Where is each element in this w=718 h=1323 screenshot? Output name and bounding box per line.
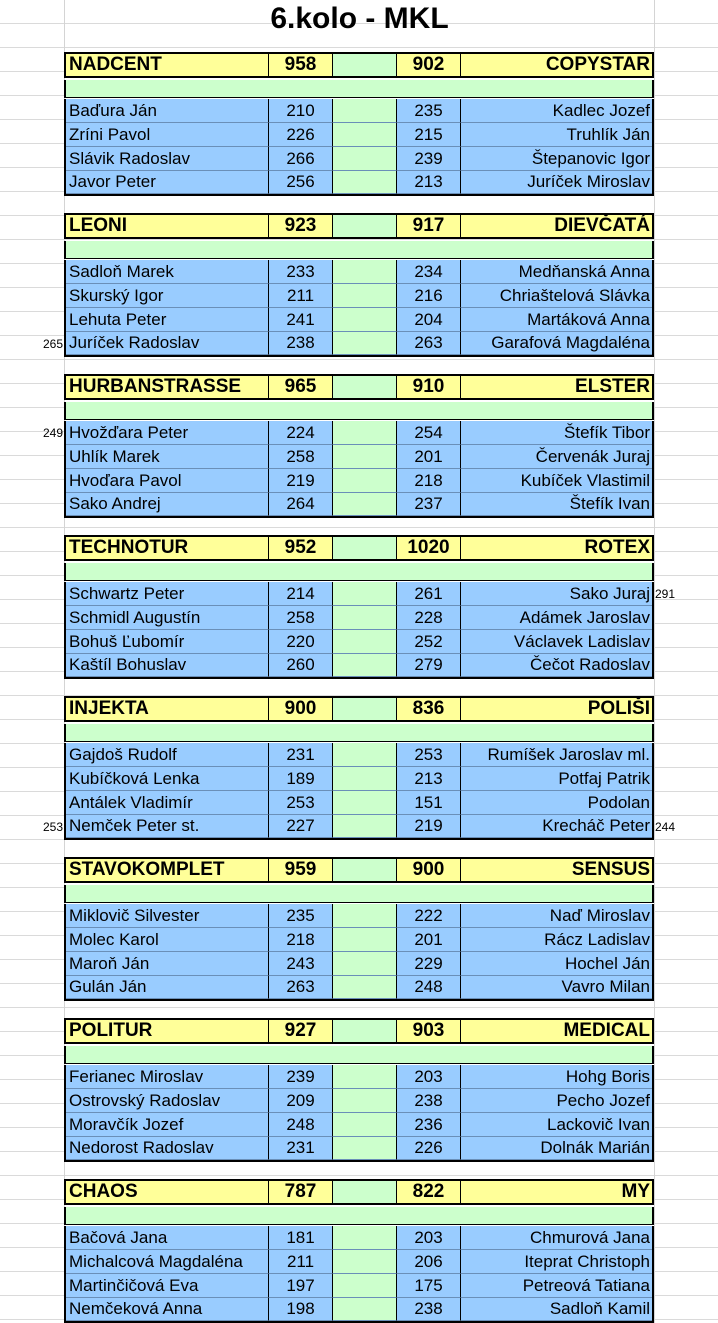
home-player-score: 258: [269, 445, 333, 469]
away-player-score: 234: [397, 260, 461, 284]
home-player-name: Gajdoš Rudolf: [66, 743, 269, 767]
separator-cell: [333, 54, 397, 76]
player-row: [64, 904, 654, 928]
separator-cell: [333, 171, 397, 194]
home-player-score: 211: [269, 284, 333, 308]
away-player-score: 237: [397, 493, 461, 516]
away-player-score: 213: [397, 767, 461, 791]
home-player-score: 227: [269, 815, 333, 838]
separator-cell: [333, 445, 397, 469]
away-player-name: Truhlík Ján: [461, 123, 652, 147]
separator-cell: [333, 537, 397, 559]
spacer-row: [64, 241, 654, 259]
player-row: [64, 1089, 654, 1113]
player-row: [64, 1113, 654, 1137]
home-player-name: Ferianec Miroslav: [66, 1065, 269, 1089]
away-team-name: MEDICAL: [563, 1020, 650, 1041]
player-row: [64, 928, 654, 952]
away-player-score: 235: [397, 99, 461, 123]
away-player-score: 228: [397, 606, 461, 630]
side-note: 291: [655, 587, 676, 601]
away-player-name: Kadlec Jozef: [461, 99, 652, 123]
away-player-name: Rumíšek Jaroslav ml.: [461, 743, 652, 767]
separator-cell: [333, 493, 397, 516]
player-row: [64, 123, 654, 147]
separator-cell: [333, 1020, 397, 1042]
home-player-score: 233: [269, 260, 333, 284]
home-player-score: 219: [269, 469, 333, 493]
match-header-row: [64, 1018, 654, 1044]
away-player-score: 216: [397, 284, 461, 308]
separator-cell: [333, 1226, 397, 1250]
away-player-name: Sako Juraj: [461, 582, 652, 606]
separator-cell: [333, 767, 397, 791]
away-team-name: COPYSTAR: [545, 54, 650, 75]
player-row: [64, 654, 654, 679]
away-player-name: Potfaj Patrik: [461, 767, 652, 791]
match-header-row: [64, 52, 654, 78]
separator-cell: [333, 147, 397, 171]
away-player-name: Chriaštelová Slávka: [461, 284, 652, 308]
away-player-name: Sadloň Kamil: [461, 1298, 652, 1321]
away-player-score: 151: [397, 791, 461, 815]
player-row: [64, 815, 654, 840]
away-player-score: 201: [397, 445, 461, 469]
away-team-name: POLIŠI: [587, 698, 650, 719]
away-player-score: 263: [397, 332, 461, 355]
home-player-name: Kaštíl Bohuslav: [66, 654, 269, 677]
separator-cell: [333, 260, 397, 284]
home-team-name: NADCENT: [66, 54, 269, 76]
spacer-row: [64, 80, 654, 98]
away-player-score: 254: [397, 421, 461, 445]
away-player-score: 201: [397, 928, 461, 952]
away-player-score: 238: [397, 1298, 461, 1321]
separator-cell: [333, 99, 397, 123]
home-player-name: Moravčík Jozef: [66, 1113, 269, 1137]
home-team-name: STAVOKOMPLET: [66, 859, 269, 881]
match-header-row: [64, 374, 654, 400]
player-row: [64, 260, 654, 284]
player-row: [64, 421, 654, 445]
away-player-name: Štepanovic Igor: [461, 147, 652, 171]
home-team-score: 900: [269, 698, 333, 720]
home-player-score: 210: [269, 99, 333, 123]
home-player-name: Martinčičová Eva: [66, 1274, 269, 1298]
home-player-name: Skurský Igor: [66, 284, 269, 308]
separator-cell: [333, 1181, 397, 1203]
home-team-name: INJEKTA: [66, 698, 269, 720]
player-row: [64, 1274, 654, 1298]
home-player-score: 235: [269, 904, 333, 928]
home-player-score: 218: [269, 928, 333, 952]
player-row: [64, 284, 654, 308]
away-team-score: 910: [397, 376, 461, 398]
home-player-score: 238: [269, 332, 333, 355]
separator-cell: [333, 1113, 397, 1137]
away-team-name: MY: [621, 1181, 650, 1202]
home-player-score: 263: [269, 976, 333, 999]
away-team-score: 836: [397, 698, 461, 720]
player-row: [64, 952, 654, 976]
player-row: [64, 1298, 654, 1323]
spacer-row: [64, 402, 654, 420]
player-row: [64, 582, 654, 606]
home-team-name: TECHNOTUR: [66, 537, 269, 559]
away-player-name: Podolan: [461, 791, 652, 815]
home-player-name: Hvoďara Pavol: [66, 469, 269, 493]
player-row: [64, 1065, 654, 1089]
away-player-name: Petreová Tatiana: [461, 1274, 652, 1298]
home-team-score: 952: [269, 537, 333, 559]
home-player-score: 239: [269, 1065, 333, 1089]
away-player-score: 238: [397, 1089, 461, 1113]
separator-cell: [333, 606, 397, 630]
away-player-name: Pecho Jozef: [461, 1089, 652, 1113]
away-player-score: 203: [397, 1226, 461, 1250]
separator-cell: [333, 284, 397, 308]
away-player-name: Juríček Miroslav: [461, 171, 652, 194]
home-player-name: Molec Karol: [66, 928, 269, 952]
match-header-row: [64, 213, 654, 239]
spacer-row: [64, 563, 654, 581]
separator-cell: [333, 1137, 397, 1160]
away-team-score: 822: [397, 1181, 461, 1203]
side-note: 244: [655, 820, 676, 834]
separator-cell: [333, 654, 397, 677]
home-player-score: 209: [269, 1089, 333, 1113]
home-player-score: 211: [269, 1250, 333, 1274]
separator-cell: [333, 376, 397, 398]
away-player-name: Kubíček Vlastimil: [461, 469, 652, 493]
home-player-score: 243: [269, 952, 333, 976]
separator-cell: [333, 952, 397, 976]
separator-cell: [333, 308, 397, 332]
away-player-name: Krecháč Peter: [461, 815, 652, 838]
away-team-score: 902: [397, 54, 461, 76]
separator-cell: [333, 791, 397, 815]
home-player-name: Schmidl Augustín: [66, 606, 269, 630]
home-team-score: 959: [269, 859, 333, 881]
home-player-score: 220: [269, 630, 333, 654]
player-row: [64, 99, 654, 123]
player-row: [64, 606, 654, 630]
home-player-score: 224: [269, 421, 333, 445]
away-player-name: Lackovič Ivan: [461, 1113, 652, 1137]
away-player-score: 204: [397, 308, 461, 332]
separator-cell: [333, 976, 397, 999]
away-player-name: Václavek Ladislav: [461, 630, 652, 654]
away-team-name: ROTEX: [584, 537, 650, 558]
spacer-row: [64, 885, 654, 903]
separator-cell: [333, 1274, 397, 1298]
home-player-score: 231: [269, 743, 333, 767]
home-team-name: POLITUR: [66, 1020, 269, 1042]
away-player-name: Naď Miroslav: [461, 904, 652, 928]
separator-cell: [333, 123, 397, 147]
separator-cell: [333, 1065, 397, 1089]
home-player-score: 198: [269, 1298, 333, 1321]
home-player-score: 256: [269, 171, 333, 194]
away-player-score: 279: [397, 654, 461, 677]
home-player-name: Sadloň Marek: [66, 260, 269, 284]
player-row: [64, 445, 654, 469]
away-player-name: Rácz Ladislav: [461, 928, 652, 952]
away-player-name: Medňanská Anna: [461, 260, 652, 284]
away-player-name: Hohg Boris: [461, 1065, 652, 1089]
away-player-name: Vavro Milan: [461, 976, 652, 999]
player-row: [64, 493, 654, 518]
home-player-score: 260: [269, 654, 333, 677]
player-row: [64, 469, 654, 493]
away-team-name: ELSTER: [575, 376, 650, 397]
home-team-score: 927: [269, 1020, 333, 1042]
home-player-name: Juríček Radoslav: [66, 332, 269, 355]
home-player-score: 264: [269, 493, 333, 516]
home-player-name: Kubíčková Lenka: [66, 767, 269, 791]
match-header-row: [64, 535, 654, 561]
away-player-name: Garafová Magdaléna: [461, 332, 652, 355]
away-team-score: 917: [397, 215, 461, 237]
home-team-name: CHAOS: [66, 1181, 269, 1203]
away-player-name: Chmurová Jana: [461, 1226, 652, 1250]
home-player-name: Javor Peter: [66, 171, 269, 194]
away-player-score: 215: [397, 123, 461, 147]
home-player-name: Bohuš Ľubomír: [66, 630, 269, 654]
home-player-name: Nemček Peter st.: [66, 815, 269, 838]
page-title: 6.kolo - MKL: [270, 2, 449, 35]
away-player-score: 252: [397, 630, 461, 654]
away-player-name: Čečot Radoslav: [461, 654, 652, 677]
side-note: 253: [42, 820, 63, 834]
separator-cell: [333, 421, 397, 445]
spacer-row: [64, 1046, 654, 1064]
away-player-name: Dolnák Marián: [461, 1137, 652, 1160]
home-team-name: LEONI: [66, 215, 269, 237]
home-player-name: Miklovič Silvester: [66, 904, 269, 928]
separator-cell: [333, 859, 397, 881]
home-player-score: 231: [269, 1137, 333, 1160]
separator-cell: [333, 698, 397, 720]
separator-cell: [333, 332, 397, 355]
away-player-name: Iteprat Christoph: [461, 1250, 652, 1274]
away-player-score: 213: [397, 171, 461, 194]
away-player-name: Hochel Ján: [461, 952, 652, 976]
away-player-score: 226: [397, 1137, 461, 1160]
side-note: 265: [42, 337, 63, 351]
away-player-score: 248: [397, 976, 461, 999]
away-team-score: 903: [397, 1020, 461, 1042]
separator-cell: [333, 630, 397, 654]
separator-cell: [333, 1250, 397, 1274]
home-player-name: Zríni Pavol: [66, 123, 269, 147]
home-team-score: 958: [269, 54, 333, 76]
home-player-name: Maroň Ján: [66, 952, 269, 976]
separator-cell: [333, 1089, 397, 1113]
away-player-score: 203: [397, 1065, 461, 1089]
home-player-name: Nedorost Radoslav: [66, 1137, 269, 1160]
separator-cell: [333, 743, 397, 767]
home-player-name: Baďura Ján: [66, 99, 269, 123]
side-note: 249: [42, 426, 63, 440]
player-row: [64, 767, 654, 791]
home-player-name: Ostrovský Radoslav: [66, 1089, 269, 1113]
player-row: [64, 332, 654, 357]
home-player-name: Antálek Vladimír: [66, 791, 269, 815]
player-row: [64, 743, 654, 767]
separator-cell: [333, 815, 397, 838]
away-player-score: 218: [397, 469, 461, 493]
away-player-score: 229: [397, 952, 461, 976]
home-player-name: Uhlík Marek: [66, 445, 269, 469]
away-player-score: 261: [397, 582, 461, 606]
separator-cell: [333, 1298, 397, 1321]
home-player-score: 197: [269, 1274, 333, 1298]
away-player-score: 236: [397, 1113, 461, 1137]
away-player-name: Adámek Jaroslav: [461, 606, 652, 630]
match-header-row: [64, 857, 654, 883]
separator-cell: [333, 904, 397, 928]
separator-cell: [333, 928, 397, 952]
home-team-score: 965: [269, 376, 333, 398]
home-player-score: 226: [269, 123, 333, 147]
away-player-score: 219: [397, 815, 461, 838]
away-team-name: SENSUS: [571, 859, 650, 880]
player-row: [64, 976, 654, 1001]
home-player-name: Hvožďara Peter: [66, 421, 269, 445]
away-team-score: 1020: [397, 537, 461, 559]
home-player-name: Nemčeková Anna: [66, 1298, 269, 1321]
home-player-name: Lehuta Peter: [66, 308, 269, 332]
away-team-score: 900: [397, 859, 461, 881]
player-row: [64, 1226, 654, 1250]
home-player-name: Gulán Ján: [66, 976, 269, 999]
match-header-row: [64, 696, 654, 722]
player-row: [64, 1250, 654, 1274]
away-team-name: DIEVČATÁ: [554, 215, 650, 236]
separator-cell: [333, 469, 397, 493]
home-player-score: 181: [269, 1226, 333, 1250]
home-player-score: 189: [269, 767, 333, 791]
home-player-name: Sako Andrej: [66, 493, 269, 516]
spacer-row: [64, 1207, 654, 1225]
away-player-score: 253: [397, 743, 461, 767]
away-player-score: 239: [397, 147, 461, 171]
spacer-row: [64, 724, 654, 742]
home-player-name: Slávik Radoslav: [66, 147, 269, 171]
separator-cell: [333, 215, 397, 237]
match-header-row: [64, 1179, 654, 1205]
home-player-score: 253: [269, 791, 333, 815]
player-row: [64, 791, 654, 815]
home-player-score: 248: [269, 1113, 333, 1137]
player-row: [64, 308, 654, 332]
home-player-score: 258: [269, 606, 333, 630]
home-team-score: 787: [269, 1181, 333, 1203]
home-player-name: Michalcová Magdaléna: [66, 1250, 269, 1274]
away-player-name: Martáková Anna: [461, 308, 652, 332]
away-player-score: 206: [397, 1250, 461, 1274]
away-player-score: 222: [397, 904, 461, 928]
home-player-score: 214: [269, 582, 333, 606]
home-player-name: Bačová Jana: [66, 1226, 269, 1250]
separator-cell: [333, 582, 397, 606]
player-row: [64, 630, 654, 654]
away-player-name: Štefík Ivan: [461, 493, 652, 516]
home-team-score: 923: [269, 215, 333, 237]
home-team-name: HURBANSTRASSE: [66, 376, 269, 398]
home-player-name: Schwartz Peter: [66, 582, 269, 606]
player-row: [64, 1137, 654, 1162]
home-player-score: 266: [269, 147, 333, 171]
away-player-score: 175: [397, 1274, 461, 1298]
home-player-score: 241: [269, 308, 333, 332]
away-player-name: Štefík Tibor: [461, 421, 652, 445]
away-player-name: Červenák Juraj: [461, 445, 652, 469]
player-row: [64, 147, 654, 171]
player-row: [64, 171, 654, 196]
